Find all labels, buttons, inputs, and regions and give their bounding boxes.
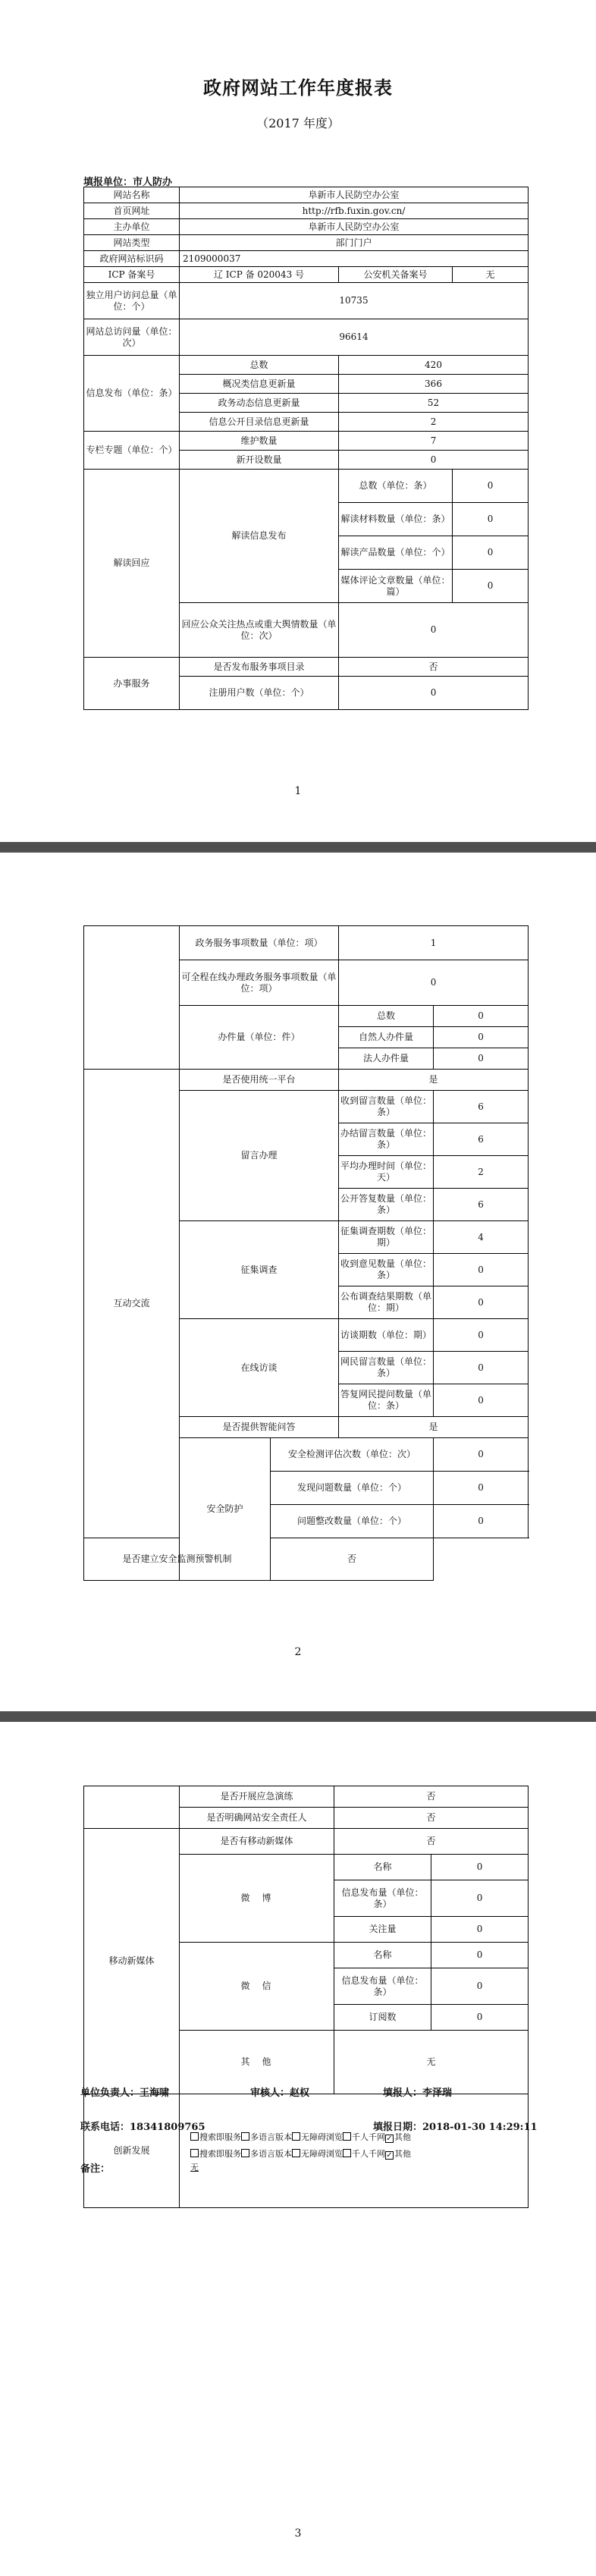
- table-row: 是否提供智能问答 是: [84, 1417, 529, 1438]
- report-table-page2: [83, 925, 529, 1581]
- option-multilingual: 多语言版本: [241, 2132, 292, 2142]
- table-row: 网站总访问量（单位：次） 96614: [84, 319, 529, 356]
- table-row: 是否明确网站安全责任人 否: [84, 1808, 529, 1829]
- page-3: [0, 1722, 596, 2576]
- innovation-note: 无: [190, 2162, 199, 2172]
- page-number: 3: [294, 2527, 302, 2540]
- filler: 填报人：李泽瑞: [383, 2088, 453, 2099]
- table-row: 答复网民提问数量（单位：条） 0: [84, 1384, 529, 1417]
- checkbox-icon: [292, 2132, 300, 2141]
- table-row: 回应公众关注热点或重大舆情数量（单位：次） 0: [84, 603, 529, 658]
- home-url: http://rfb.fuxin.gov.cn/: [180, 203, 529, 219]
- table-row: 其 他 无: [84, 2031, 529, 2094]
- table-row: 征集调查 征集调查期数（单位：期） 4: [84, 1221, 529, 1254]
- table-row: 网民留言数量（单位：条） 0: [84, 1352, 529, 1384]
- checkbox-icon: [190, 2132, 199, 2141]
- contact-phone: 联系电话：18341809765: [80, 2122, 205, 2133]
- table-row: 信息发布量（单位：条） 0: [84, 1880, 529, 1917]
- table-row: 独立用户访问总量（单位：个） 10735: [84, 283, 529, 319]
- report-table-page3: [83, 1786, 529, 2208]
- table-row: 安全防护 安全检测评估次数（单位：次） 0: [84, 1438, 529, 1472]
- table-row: 关注量 0: [84, 1917, 529, 1943]
- table-row: 微 博 名称 0: [84, 1855, 529, 1880]
- table-row: 互动交流 是否使用统一平台 是: [84, 1070, 529, 1091]
- checkbox-icon: [292, 2149, 300, 2157]
- table-row: 信息发布（单位：条） 总数 420: [84, 356, 529, 375]
- page-separator: [0, 1711, 596, 1722]
- table-row: 办结留言数量（单位：条） 6: [84, 1123, 529, 1156]
- table-row: 收到意见数量（单位：条） 0: [84, 1254, 529, 1286]
- table-row: 法人办件量 0: [84, 1048, 529, 1070]
- checkbox-icon: [241, 2149, 249, 2157]
- option-search-service: 搜索即服务: [190, 2132, 241, 2142]
- table-row: 在线访谈 访谈期数（单位：期） 0: [84, 1319, 529, 1352]
- table-row: 解读产品数量（单位：个） 0: [84, 536, 529, 570]
- table-row: 可全程在线办理政务服务事项数量（单位：项） 0: [84, 960, 529, 1006]
- remarks: 备注：: [80, 2163, 111, 2175]
- page-2: [0, 853, 596, 1711]
- table-row: 专栏专题（单位：个） 维护数量 7: [84, 432, 529, 451]
- table-row: 新开设数量 0: [84, 451, 529, 470]
- option-accessibility: 无障碍浏览: [292, 2132, 343, 2142]
- checked-checkbox-icon: ✓: [386, 2134, 393, 2143]
- innovation-options: [180, 2094, 529, 2208]
- innovation-row-2: [190, 2146, 526, 2163]
- table-row: 微 信 名称 0: [84, 1943, 529, 1968]
- table-row: 移动新媒体 是否有移动新媒体 否: [84, 1829, 529, 1855]
- reviewer: 审核人：赵权: [250, 2088, 310, 2099]
- table-row: 发现问题数量（单位：个） 0: [84, 1472, 529, 1505]
- table-row: 留言办理 收到留言数量（单位：条） 6: [84, 1091, 529, 1123]
- checkbox-icon: [241, 2132, 249, 2141]
- table-row: 网站名称 阜新市人民防空办公室: [84, 187, 529, 203]
- table-row: 首页网址 http://rfb.fuxin.gov.cn/: [84, 203, 529, 219]
- report-year: （2017 年度）: [256, 116, 340, 130]
- filing-unit: 填报单位：市人防办: [83, 177, 173, 188]
- page-number: 2: [294, 1646, 302, 1658]
- table-row: 网站类型 部门门户: [84, 235, 529, 251]
- table-row: 是否建立安全监测预警机制 否: [84, 1538, 529, 1581]
- table-row: 创新发展 搜索即服务 多语言版本 无障碍浏览 千人千网✓ 其他 搜索即服务 多语言版本 无障碍浏览 千人千网✓ 其他 无: [84, 2094, 529, 2208]
- table-row: 信息公开目录信息更新量 2: [84, 413, 529, 432]
- table-row: 办件量（单位：件） 总数 0: [84, 1006, 529, 1027]
- option-personalized: 千人千网: [343, 2132, 385, 2142]
- table-row: 注册用户数（单位：个） 0: [84, 677, 529, 710]
- table-row: 媒体评论文章数量（单位：篇） 0: [84, 570, 529, 603]
- unit-leader: 单位负责人：王海啸: [80, 2088, 170, 2099]
- table-row: 订阅数 0: [84, 2005, 529, 2031]
- table-row: 解读材料数量（单位：条） 0: [84, 503, 529, 536]
- page-number: 1: [294, 785, 302, 797]
- option-multilingual: 多语言版本: [241, 2149, 292, 2159]
- checkbox-icon: [190, 2149, 199, 2157]
- option-other: ✓ 其他: [386, 2131, 411, 2143]
- table-row: 公布调查结果期数（单位：期） 0: [84, 1286, 529, 1319]
- page-1: [0, 0, 596, 842]
- report-title: 政府网站工作年度报表: [203, 77, 393, 99]
- table-row: 政务服务事项数量（单位：项） 1: [84, 926, 529, 960]
- table-row: 概况类信息更新量 366: [84, 375, 529, 394]
- table-row: 是否开展应急演练 否: [84, 1786, 529, 1808]
- table-row: 政务动态信息更新量 52: [84, 394, 529, 413]
- option-personalized: 千人千网: [343, 2149, 385, 2159]
- page-separator: [0, 842, 596, 853]
- table-row: 自然人办件量 0: [84, 1027, 529, 1048]
- checked-checkbox-icon: ✓: [386, 2150, 393, 2160]
- checkbox-icon: [343, 2149, 351, 2157]
- table-row: 公开答复数量（单位：条） 6: [84, 1189, 529, 1221]
- checkbox-icon: [343, 2132, 351, 2141]
- report-table-page1: [83, 187, 529, 710]
- option-other: ✓ 其他: [386, 2148, 411, 2160]
- table-row: 解读回应 解读信息发布 总数（单位：条） 0: [84, 470, 529, 503]
- table-row: 主办单位 阜新市人民防空办公室: [84, 219, 529, 235]
- table-row: 信息发布量（单位：条） 0: [84, 1968, 529, 2005]
- table-row: ICP 备案号 辽 ICP 备 020043 号 公安机关备案号 无: [84, 267, 529, 283]
- fill-date: 填报日期：2018-01-30 14:29:11: [373, 2122, 538, 2133]
- option-search-service: 搜索即服务: [190, 2149, 241, 2159]
- table-row: 问题整改数量（单位：个） 0: [84, 1505, 529, 1538]
- option-accessibility: 无障碍浏览: [292, 2149, 343, 2159]
- table-row: 政府网站标识码 2109000037: [84, 251, 529, 267]
- table-row: 平均办理时间（单位：天） 2: [84, 1156, 529, 1189]
- table-row: 办事服务 是否发布服务事项目录 否: [84, 658, 529, 677]
